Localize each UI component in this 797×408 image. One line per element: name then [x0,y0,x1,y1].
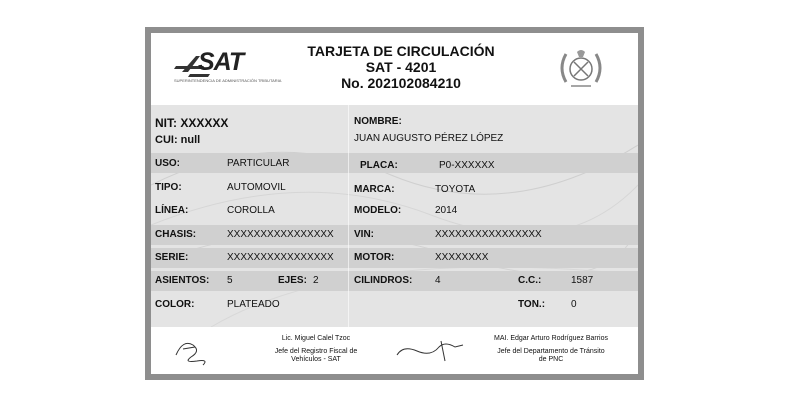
left-signature-icon [173,335,223,369]
cui-field: CUI: null [155,134,201,146]
color-label: COLOR: [155,299,195,310]
uso-value: PARTICULAR [227,158,290,169]
modelo-value: 2014 [435,205,458,216]
band-serie [151,248,638,268]
asientos-value: 5 [227,275,233,286]
motor-label: MOTOR: [354,252,395,263]
logo-text: SAT [198,48,244,76]
right-signer-role-1: Jefe del Departamento de Tránsito [497,348,605,355]
linea-value: COROLLA [227,205,275,216]
marca-value: TOYOTA [435,184,476,195]
motor-value: XXXXXXXX [435,252,489,263]
right-signature-icon [393,337,465,365]
cc-label: C.C.: [518,275,542,286]
serie-label: SERIE: [155,252,189,263]
uso-label: USO: [155,158,180,169]
linea-label: LÍNEA: [155,205,189,216]
cc-value: 1587 [571,275,594,286]
band-chasis [151,225,638,245]
sat-logo [174,48,282,90]
nombre-label: NOMBRE: [354,116,402,127]
ejes-label: EJES: [278,275,307,286]
modelo-label: MODELO: [354,205,402,216]
right-signer-name: MAI. Edgar Arturo Rodríguez Barrios [494,335,608,342]
nit-field: NIT: XXXXXX [155,116,229,130]
left-signer [251,335,381,364]
color-value: PLATEADO [227,299,280,310]
card-subtitle: SAT - 4201 [365,59,437,75]
left-signer-name: Lic. Miguel Calel Tzoc [281,335,351,342]
card-header [151,33,638,105]
ton-label: TON.: [518,299,546,310]
vehicle-registration-card [145,27,644,380]
nombre-value: JUAN AUGUSTO PÉREZ LÓPEZ [354,133,504,144]
right-signer-role-2: de PNC [538,356,564,363]
cilindros-label: CILINDROS: [354,275,413,286]
placa-label: PLACA: [360,160,398,171]
tipo-label: TIPO: [155,182,182,193]
placa-value: P0-XXXXXX [439,160,495,171]
column-divider [348,105,349,327]
ton-value: 0 [571,299,577,310]
card-title: TARJETA DE CIRCULACIÓN [307,43,495,59]
tipo-value: AUTOMOVIL [227,182,286,193]
cilindros-value: 4 [435,275,441,286]
ejes-value: 2 [313,275,319,286]
coat-of-arms-icon [556,44,606,94]
vin-label: VIN: [354,229,374,240]
logo-tagline: SUPERINTENDENCIA DE ADMINISTRACIÓN TRIBUTARIA [174,78,282,83]
serie-value: XXXXXXXXXXXXXXXX [227,252,334,263]
card-body [151,105,638,327]
asientos-label: ASIENTOS: [155,275,210,286]
left-signer-role-2: Vehículos - SAT [291,356,341,363]
chasis-label: CHASIS: [155,229,197,240]
card-inner [151,33,638,374]
right-signer [476,335,626,364]
card-number: No. 202102084210 [341,75,461,91]
chasis-value: XXXXXXXXXXXXXXXX [227,229,334,240]
left-signer-role-1: Jefe del Registro Fiscal de [274,348,358,355]
marca-label: MARCA: [354,184,395,195]
card-footer [151,327,638,374]
vin-value: XXXXXXXXXXXXXXXX [435,229,542,240]
